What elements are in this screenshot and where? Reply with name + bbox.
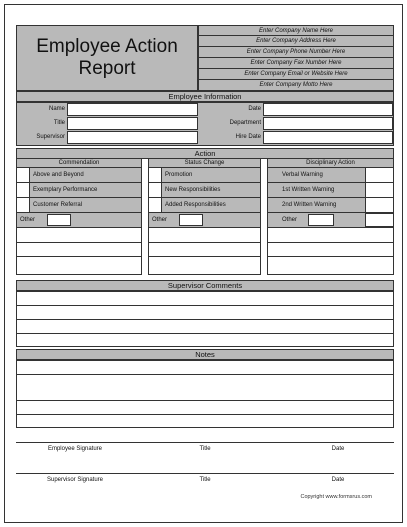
comment-line [17,333,393,334]
supervisor-label: Supervisor [36,134,65,140]
date-input[interactable] [263,103,393,116]
company-address-field[interactable]: Enter Company Address Here [198,36,394,47]
company-phone-field[interactable]: Enter Company Phone Number Here [198,47,394,58]
notes-header: Notes [16,349,394,360]
blank-line [17,256,141,257]
disciplinary-other-input[interactable] [308,214,334,226]
blank-line [268,242,393,243]
company-name-field[interactable]: Enter Company Name Here [198,25,394,36]
notes-line [17,400,393,401]
name-label: Name [48,106,65,112]
option-label: 2nd Written Warning [282,202,337,208]
supervisor-signature-label: Supervisor Signature [46,477,104,483]
disciplinary-column [267,167,394,275]
option-label: Added Responsibilities [165,202,226,208]
other-label: Other [20,217,36,223]
commendation-column [16,167,142,275]
checkbox[interactable] [17,168,30,182]
checkbox[interactable] [17,183,30,197]
option-label: Verbal Warning [282,172,323,178]
status-other-input[interactable] [179,214,203,226]
checkbox[interactable] [149,198,162,212]
other-label: Other [152,217,168,223]
option-label: 1st Written Warning [282,187,335,193]
status-option-1[interactable] [149,168,260,183]
title-label: Title [53,120,65,126]
blank-line [17,242,141,243]
company-fax-field[interactable]: Enter Company Fax Number Here [198,58,394,69]
company-motto-field[interactable]: Enter Company Motto Here [198,80,394,91]
checkbox[interactable] [365,168,393,182]
blank-line [149,242,260,243]
status-other [149,213,260,228]
disciplinary-option-1[interactable] [268,168,393,183]
commendation-option-3[interactable] [17,198,141,213]
employee-info-header: Employee Information [16,91,394,102]
comment-line [17,319,393,320]
notes-area[interactable] [16,360,394,428]
status-change-column [148,167,261,275]
supervisor-comments-header: Supervisor Comments [16,280,394,291]
checkbox[interactable] [365,183,393,197]
commendation-other [17,213,141,228]
form-page [4,4,403,523]
employee-title-label: Title [199,446,211,452]
notes-line [17,414,393,415]
comment-line [17,305,393,306]
disciplinary-header: Disciplinary Action [267,158,394,168]
commendation-option-1[interactable] [17,168,141,183]
option-label: Customer Referral [33,202,83,208]
checkbox[interactable] [365,198,393,212]
form-title-line2: Report [78,58,136,79]
hire-date-label: Hire Date [235,134,261,140]
employee-signature-label: Employee Signature [47,446,103,452]
checkbox[interactable] [149,168,162,182]
other-label: Other [282,217,298,223]
commendation-header: Commendation [16,158,142,168]
action-header: Action [16,148,394,159]
disciplinary-other [268,213,393,228]
option-label: New Responsibilities [165,187,221,193]
supervisor-title-label: Title [199,477,211,483]
name-input[interactable] [67,103,198,116]
status-change-header: Status Change [148,158,261,168]
hire-date-input[interactable] [263,131,393,144]
status-option-3[interactable] [149,198,260,213]
signature-line-2[interactable] [16,473,394,474]
checkbox[interactable] [149,183,162,197]
copyright-footer: Copyright www.formsrus.com [300,494,372,500]
employee-date-label: Date [331,446,345,452]
disciplinary-option-3[interactable] [268,198,393,213]
option-label: Exemplary Performance [33,187,98,193]
form-title [16,25,198,91]
company-website-field[interactable]: Enter Company Email or Website Here [198,69,394,80]
supervisor-date-label: Date [331,477,345,483]
signature-line-1[interactable] [16,442,394,443]
supervisor-input[interactable] [67,131,198,144]
commendation-other-input[interactable] [47,214,71,226]
option-label: Above and Beyond [33,172,84,178]
blank-line [268,256,393,257]
option-label: Promotion [165,172,193,178]
checkbox[interactable] [17,198,30,212]
supervisor-comments-area[interactable] [16,291,394,347]
disciplinary-other-extra[interactable] [365,213,393,227]
form-title-line1: Employee Action [36,36,178,57]
date-label: Date [248,106,261,112]
commendation-option-2[interactable] [17,183,141,198]
notes-line [17,374,393,375]
blank-line [149,256,260,257]
disciplinary-option-2[interactable] [268,183,393,198]
department-label: Department [229,120,261,126]
status-option-2[interactable] [149,183,260,198]
title-input[interactable] [67,117,198,130]
department-input[interactable] [263,117,393,130]
